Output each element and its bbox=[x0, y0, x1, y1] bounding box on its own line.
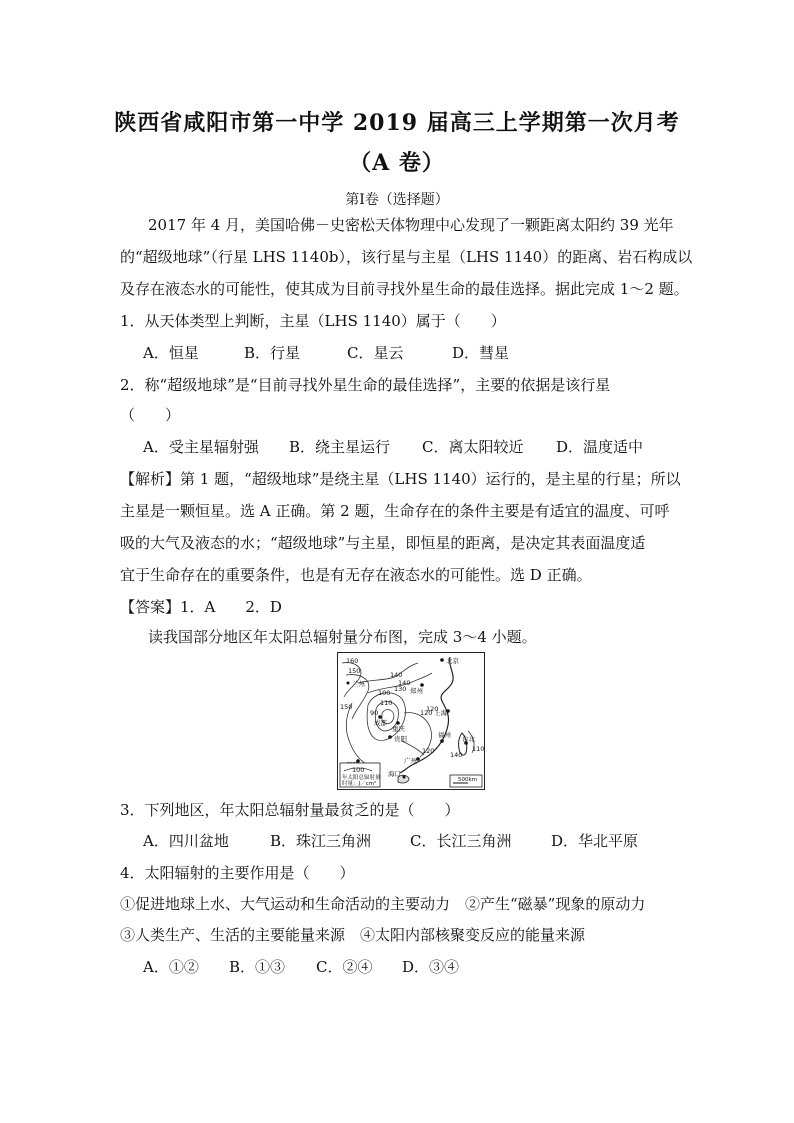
isoline-label: 130 bbox=[394, 685, 407, 693]
city-dot bbox=[403, 776, 406, 779]
isoline-120-south bbox=[402, 741, 424, 755]
isoline-150-west bbox=[346, 703, 368, 765]
isoline-label: 110 bbox=[380, 699, 393, 707]
q4-option-d: D．③④ bbox=[402, 958, 460, 976]
isoline-label: 120 bbox=[426, 705, 439, 713]
analysis-line-2: 主星是一颗恒星。选 A 正确。第 2 题，生命存在的条件主要是有适宜的温度、可呼 bbox=[120, 502, 670, 520]
intro-line-3: 及存在液态水的可能性，使其成为目前寻找外星生命的最佳选择。据此完成 1～2 题。 bbox=[120, 280, 689, 298]
solar-radiation-map bbox=[337, 652, 485, 790]
isoline-label: 90 bbox=[370, 709, 379, 717]
analysis-line-4: 宜于生命存在的重要条件，也是有无存在液态水的可能性。选 D 正确。 bbox=[120, 566, 592, 584]
city-dot bbox=[347, 682, 350, 685]
isoline-label: 150 bbox=[348, 667, 361, 675]
question-1-stem: 1．从天体类型上判断，主星（LHS 1140）属于（ ） bbox=[120, 312, 506, 330]
q3-option-b: B．珠江三角洲 bbox=[270, 832, 372, 850]
exam-subtitle: （A 卷） bbox=[349, 150, 445, 176]
intro-2: 读我国部分地区年太阳总辐射量分布图，完成 3～4 小题。 bbox=[148, 628, 537, 646]
isoline-label: 140 bbox=[398, 679, 411, 687]
city-dot bbox=[440, 739, 444, 743]
city-label: 福州 bbox=[438, 731, 451, 739]
city-label: 重庆 bbox=[392, 725, 405, 733]
q4-option-c: C．②④ bbox=[316, 958, 373, 976]
intro-line-1: 2017 年 4 月，美国哈佛－史密松天体物理中心发现了一颗距离太阳约 39 光年 bbox=[148, 216, 674, 234]
city-dot bbox=[440, 658, 444, 662]
city-label: 郑州 bbox=[410, 687, 423, 695]
city-label: 贵阳 bbox=[394, 735, 407, 743]
isoline-label: 120 bbox=[420, 709, 433, 717]
question-2-stem: 2．称“超级地球”是“目前寻找外星生命的最佳选择”，主要的依据是该行星 bbox=[120, 376, 611, 394]
q1-option-c: C．星云 bbox=[347, 344, 404, 362]
analysis-line-1: 【解析】第 1 题，“超级地球”是绕主星（LHS 1140）运行的，是主星的行星；所以 bbox=[120, 470, 681, 488]
city-dot bbox=[388, 735, 392, 739]
question-4-items-1: ①促进地球上水、大气运动和生命活动的主要动力 ②产生“磁暴”现象的原动力 bbox=[120, 895, 646, 913]
scale-label: 500km bbox=[458, 777, 478, 783]
map-drawing bbox=[338, 653, 484, 789]
city-label: 台北 bbox=[462, 735, 475, 743]
q1-option-b: B．行星 bbox=[244, 344, 301, 362]
q1-option-a: A．恒星 bbox=[143, 344, 199, 362]
q4-option-a: A．①② bbox=[143, 958, 199, 976]
q2-option-c: C．离太阳较近 bbox=[422, 438, 524, 456]
question-2-stem-continued: （ ） bbox=[120, 406, 181, 424]
isoline-label: 150 bbox=[340, 703, 353, 711]
city-label: 上海 bbox=[434, 709, 447, 717]
isoline-label: 110 bbox=[472, 745, 484, 753]
answer-line: 【答案】1．A 2．D bbox=[120, 598, 282, 616]
question-3-stem: 3．下列地区，年太阳总辐射量最贫乏的是（ ） bbox=[120, 801, 460, 819]
isoline-label: 100 bbox=[378, 689, 391, 697]
legend-unit: 时量：J／cm² bbox=[342, 781, 377, 787]
isoline-label: 160 bbox=[346, 657, 359, 665]
city-label: 广州 bbox=[404, 757, 417, 765]
exam-title: 陕西省咸阳市第一中学 2019 届高三上学期第一次月考 bbox=[114, 110, 680, 136]
q3-option-c: C．长江三角洲 bbox=[410, 832, 512, 850]
q2-option-b: B．绕主星运行 bbox=[289, 438, 391, 456]
city-label: 海口 bbox=[388, 770, 401, 778]
question-4-stem: 4．太阳辐射的主要作用是（ ） bbox=[120, 864, 355, 882]
q3-option-d: D．华北平原 bbox=[551, 832, 639, 850]
analysis-line-3: 吸的大气及液态的水；“超级地球”与主星，即恒星的距离，是决定其表面温度适 bbox=[120, 534, 646, 552]
intro-line-2: 的“超级地球”（行星 LHS 1140b），该行星与主星（LHS 1140）的距离、岩石构成以 bbox=[120, 248, 693, 266]
q4-option-b: B．①③ bbox=[229, 958, 286, 976]
legend-sample-value: 100 bbox=[352, 766, 365, 774]
city-label: 成都 bbox=[374, 719, 387, 727]
city-label: 北京 bbox=[446, 657, 459, 665]
section-heading: 第Ⅰ卷（选择题） bbox=[345, 192, 449, 208]
isoline-label: 140 bbox=[390, 671, 403, 679]
isoline-label: 120 bbox=[422, 747, 435, 755]
legend-label: 年太阳总辐射量 bbox=[342, 775, 381, 781]
q1-option-d: D．彗星 bbox=[452, 344, 510, 362]
q2-option-d: D．温度适中 bbox=[556, 438, 644, 456]
question-4-items-2: ③人类生产、生活的主要能量来源 ④太阳内部核聚变反应的能量来源 bbox=[120, 926, 586, 944]
city-label: 兰州 bbox=[352, 680, 365, 688]
q2-option-a: A．受主星辐射强 bbox=[143, 438, 259, 456]
q3-option-a: A．四川盆地 bbox=[143, 832, 229, 850]
isoline-label: 140 bbox=[450, 751, 463, 759]
